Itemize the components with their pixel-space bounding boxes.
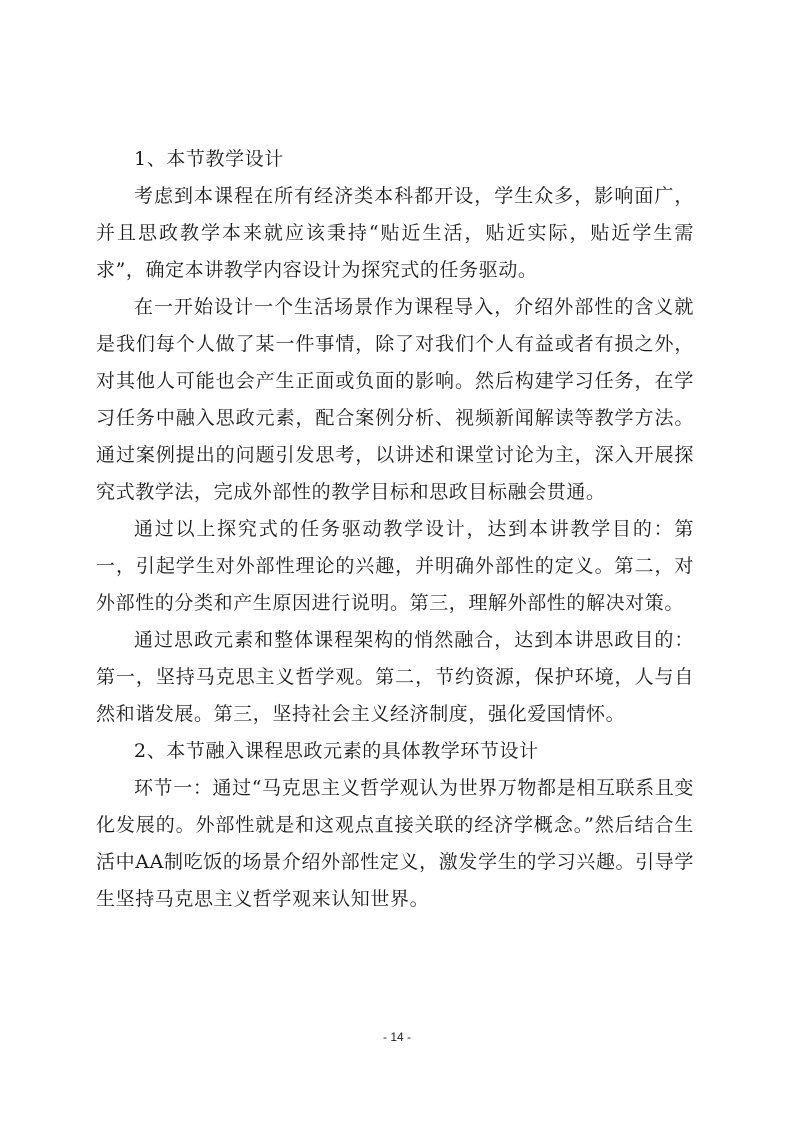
section-2-heading: 2、本节融入课程思政元素的具体教学环节设计: [134, 740, 539, 762]
section-2-paragraph-1: 环节一：通过“马克思主义哲学观认为世界万物都是相互联系且变化发展的。外部性就是和这观点直接关联的经济学概念。”然后结合生活中AA制吃饭的场景介绍外部性定义，激发学生的学习兴趣。引导学生坚持马克思主义哲学观来认知世界。: [96, 777, 694, 910]
section-1-paragraph-4: 通过思政元素和整体课程架构的悄然融合，达到本讲思政目的：第一，坚持马克思主义哲学观。第二，节约资源，保护环境，人与自然和谐发展。第三，坚持社会主义经济制度，强化爱国情怀。: [96, 629, 694, 725]
page-body: [96, 141, 694, 918]
section-1-paragraph-2: 在一开始设计一个生活场景作为课程导入，介绍外部性的含义就是我们每个人做了某一件事情，除了对我们个人有益或者有损之外，对其他人可能也会产生正面或负面的影响。然后构建学习任务，在学习任务中融入思政元素，配合案例分析、视频新闻解读等教学方法。通过案例提出的问题引发思考，以讲述和课堂讨论为主，深入开展探究式教学法，完成外部性的教学目标和思政目标融会贯通。: [96, 296, 694, 503]
page-number: - 14 -: [382, 1030, 411, 1044]
section-1-paragraph-1: 考虑到本课程在所有经济类本科都开设，学生众多，影响面广，并且思政教学本来就应该秉持“贴近生活，贴近实际，贴近学生需求”，确定本讲教学内容设计为探究式的任务驱动。: [96, 185, 694, 281]
section-1-paragraph-3: 通过以上探究式的任务驱动教学设计，达到本讲教学目的：第一，引起学生对外部性理论的兴趣，并明确外部性的定义。第二，对外部性的分类和产生原因进行说明。第三，理解外部性的解决对策。: [96, 518, 694, 614]
section-1-heading: 1、本节教学设计: [134, 148, 284, 170]
